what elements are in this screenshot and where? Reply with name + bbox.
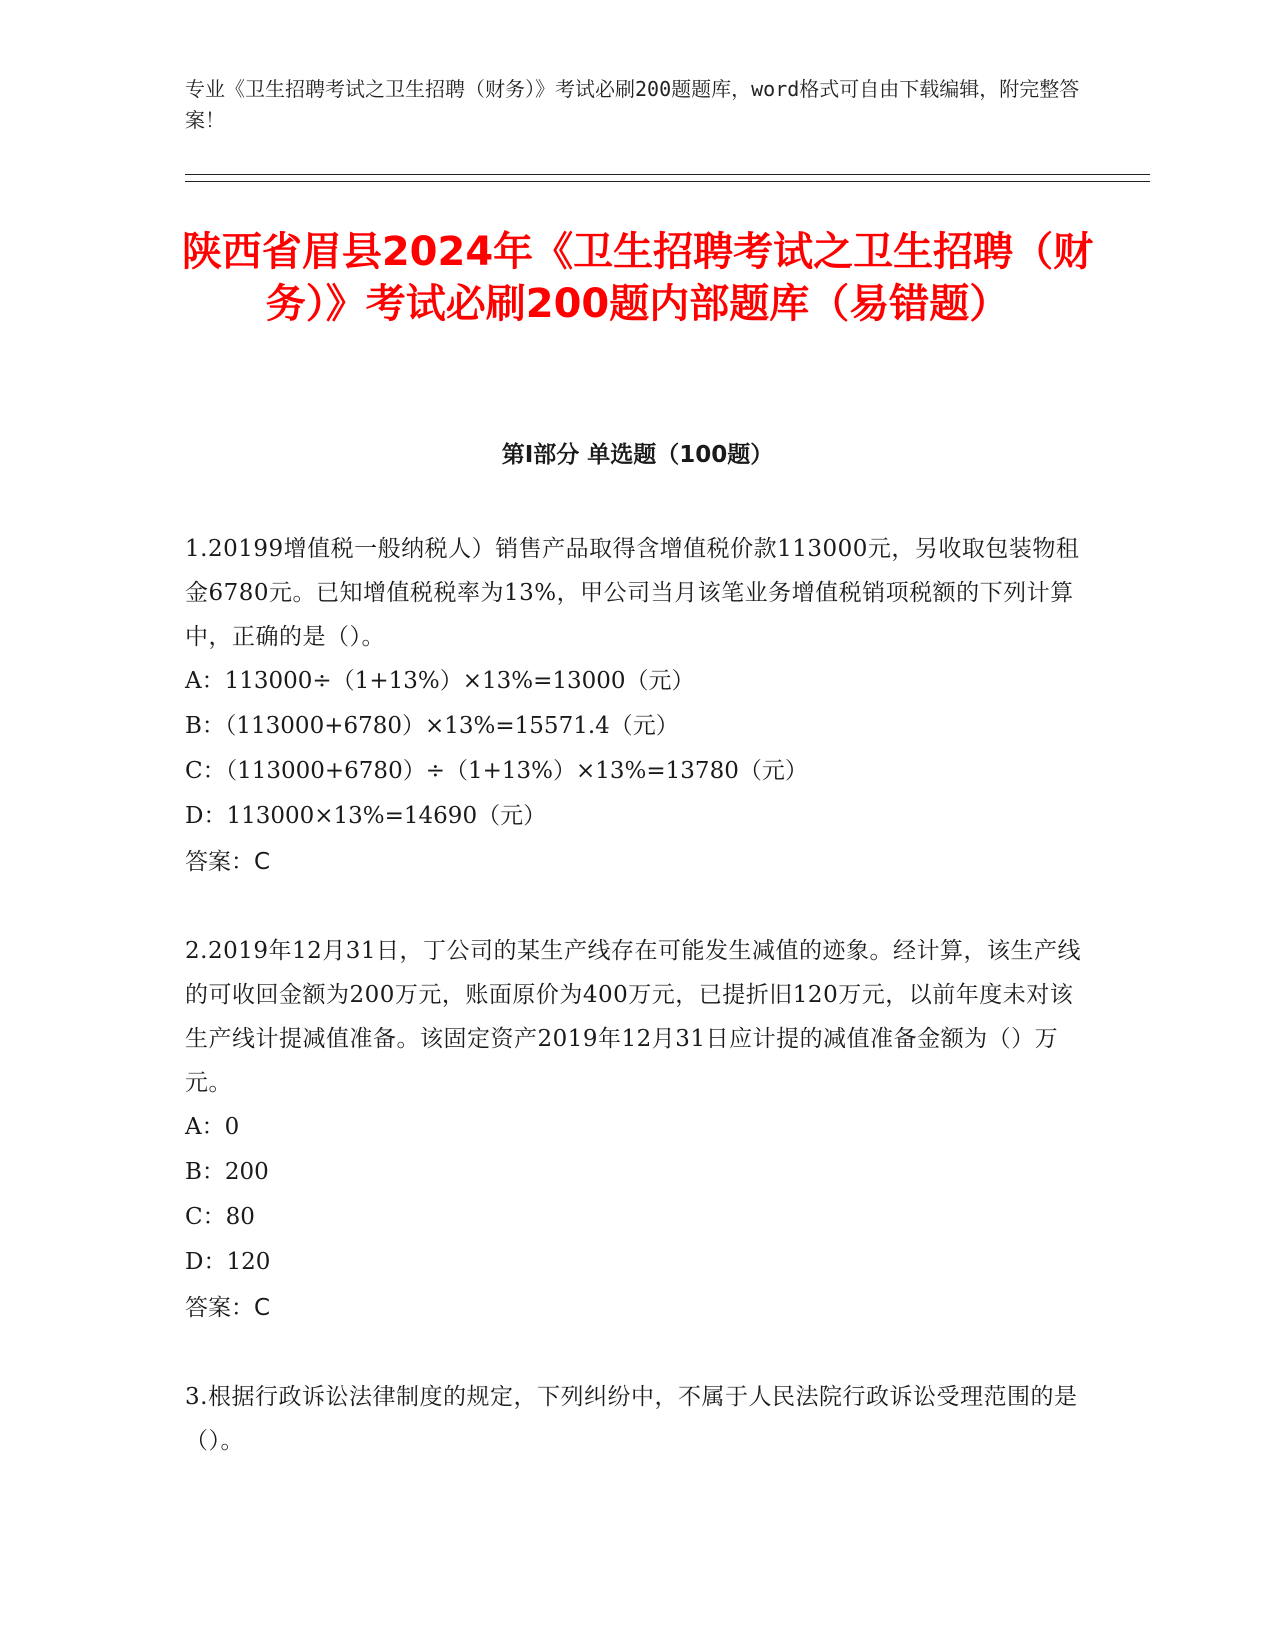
question-2 (185, 929, 1085, 1331)
option-c: C：80 (185, 1204, 255, 1230)
option-a: A：0 (185, 1114, 240, 1140)
section-heading: 第Ⅰ部分 单选题（100题） (501, 442, 774, 468)
question-stem: 1.20199增值税一般纳税人）销售产品取得含增值税价款113000元，另收取包装物租金6780元。已知增值税税率为13%，甲公司当月该笔业务增值税销项税额的下列计算中，正确的是（）。 (185, 536, 1080, 650)
header-divider-bottom (185, 181, 1150, 182)
header-divider-top (185, 174, 1150, 175)
option-a: A：113000÷（1+13%）×13%=13000（元） (185, 668, 695, 694)
document-title: 陕西省眉县2024年《卫生招聘考试之卫生招聘（财务）》考试必刷200题内部题库（易错题） (181, 229, 1094, 327)
option-c: C：（113000+6780）÷（1+13%）×13%=13780（元） (185, 758, 808, 784)
answer: 答案：C (185, 1295, 271, 1321)
question-list (185, 527, 1085, 1507)
option-b: B：200 (185, 1159, 269, 1185)
option-d: D：120 (185, 1249, 271, 1275)
answer: 答案：C (185, 849, 271, 875)
header-note: 专业《卫生招聘考试之卫生招聘（财务）》考试必刷200题题库，word格式可自由下载编辑，附完整答案！ (185, 77, 1080, 132)
question-stem: 2.2019年12月31日，丁公司的某生产线存在可能发生减值的迹象。经计算，该生产线的可收回金额为200万元，账面原价为400万元，已提折旧120万元，以前年度未对该生产线计提减值准备。该固定资产2019年12月31日应计提的减值准备金额为（）万元。 (185, 938, 1082, 1096)
question-3 (185, 1375, 1085, 1463)
option-b: B：（113000+6780）×13%=15571.4（元） (185, 713, 679, 739)
question-stem: 3.根据行政诉讼法律制度的规定，下列纠纷中，不属于人民法院行政诉讼受理范围的是（）。 (185, 1384, 1078, 1454)
option-d: D：113000×13%=14690（元） (185, 803, 547, 829)
question-1 (185, 527, 1085, 885)
